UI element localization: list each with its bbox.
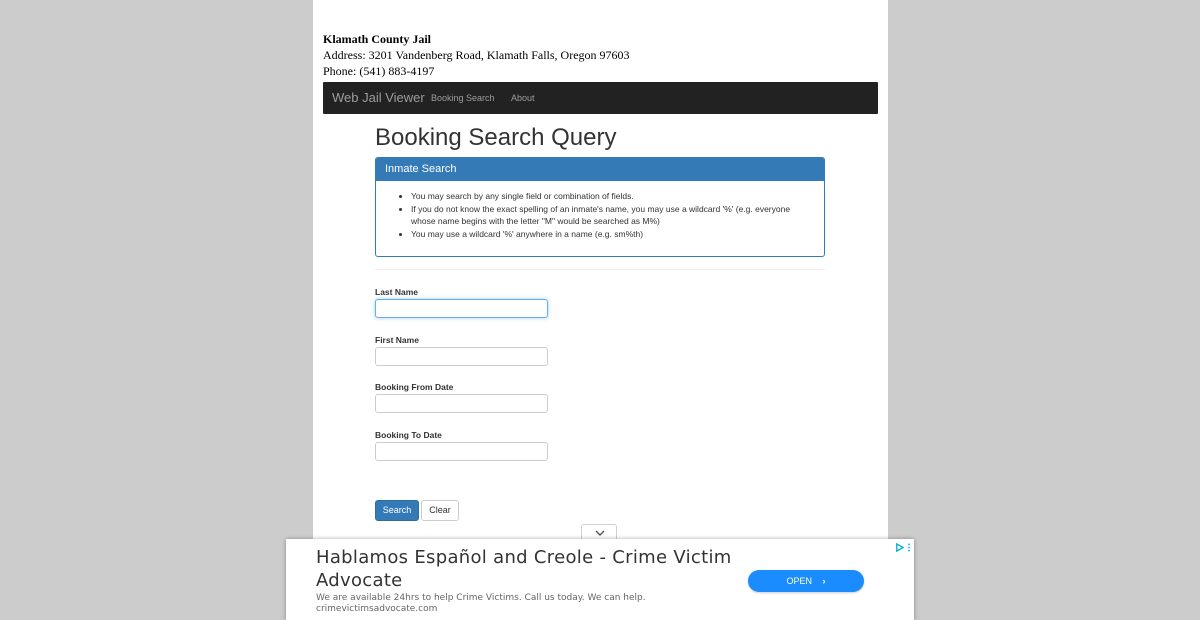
panel-heading: Inmate Search: [376, 158, 824, 181]
panel-body: [376, 190, 824, 240]
booking-to-date-label: Booking To Date: [375, 430, 442, 440]
instruction-item: • If you do not know the exact spelling of an inmate's name, you may use a wildcard '%' (e.g. everyone whose name begins with the letter "M" would be searched as M%): [411, 203, 804, 228]
instructions-list: [376, 190, 824, 240]
jail-name: Klamath County Jail: [323, 32, 432, 46]
jail-address: Address: 3201 Vandenberg Road, Klamath Falls, Oregon 97603: [323, 48, 630, 62]
first-name-label: First Name: [375, 335, 419, 345]
chevron-down-icon: [595, 530, 605, 536]
first-name-input[interactable]: [375, 347, 548, 366]
last-name-label: Last Name: [375, 287, 418, 297]
booking-from-date-label: Booking From Date: [375, 382, 454, 392]
navbar: [323, 82, 878, 114]
inmate-search-panel: [375, 157, 825, 257]
ad-url[interactable]: crimevictimsadvocate.com: [316, 604, 438, 614]
chevron-right-icon: ›: [822, 576, 826, 586]
more-vertical-icon[interactable]: [907, 543, 911, 552]
jail-header: [323, 31, 883, 79]
booking-to-date-input[interactable]: [375, 442, 548, 461]
adchoices-icon[interactable]: [895, 543, 904, 552]
instruction-item: • You may search by any single field or combination of fields.: [411, 190, 804, 203]
nav-link-booking-search[interactable]: Booking Search: [431, 93, 495, 103]
ad-description: We are available 24hrs to help Crime Victims. Call us today. We can help.: [316, 593, 646, 603]
search-button[interactable]: Search: [375, 500, 419, 521]
ad-banner[interactable]: [286, 539, 914, 620]
ad-headline[interactable]: Hablamos Español and Creole - Crime Victim Advocate: [316, 547, 732, 591]
clear-button[interactable]: Clear: [421, 500, 459, 521]
ad-open-button[interactable]: [748, 570, 864, 592]
jail-phone: Phone: (541) 883-4197: [323, 64, 435, 78]
booking-from-date-input[interactable]: [375, 394, 548, 413]
instruction-item: • You may use a wildcard '%' anywhere in a name (e.g. sm%th): [411, 228, 804, 241]
divider: [375, 269, 825, 270]
ad-open-label: OPEN: [786, 576, 812, 586]
nav-link-about[interactable]: About: [511, 93, 535, 103]
navbar-brand[interactable]: Web Jail Viewer: [332, 90, 425, 105]
last-name-input[interactable]: [375, 299, 548, 318]
page-title: Booking Search Query: [375, 124, 617, 151]
